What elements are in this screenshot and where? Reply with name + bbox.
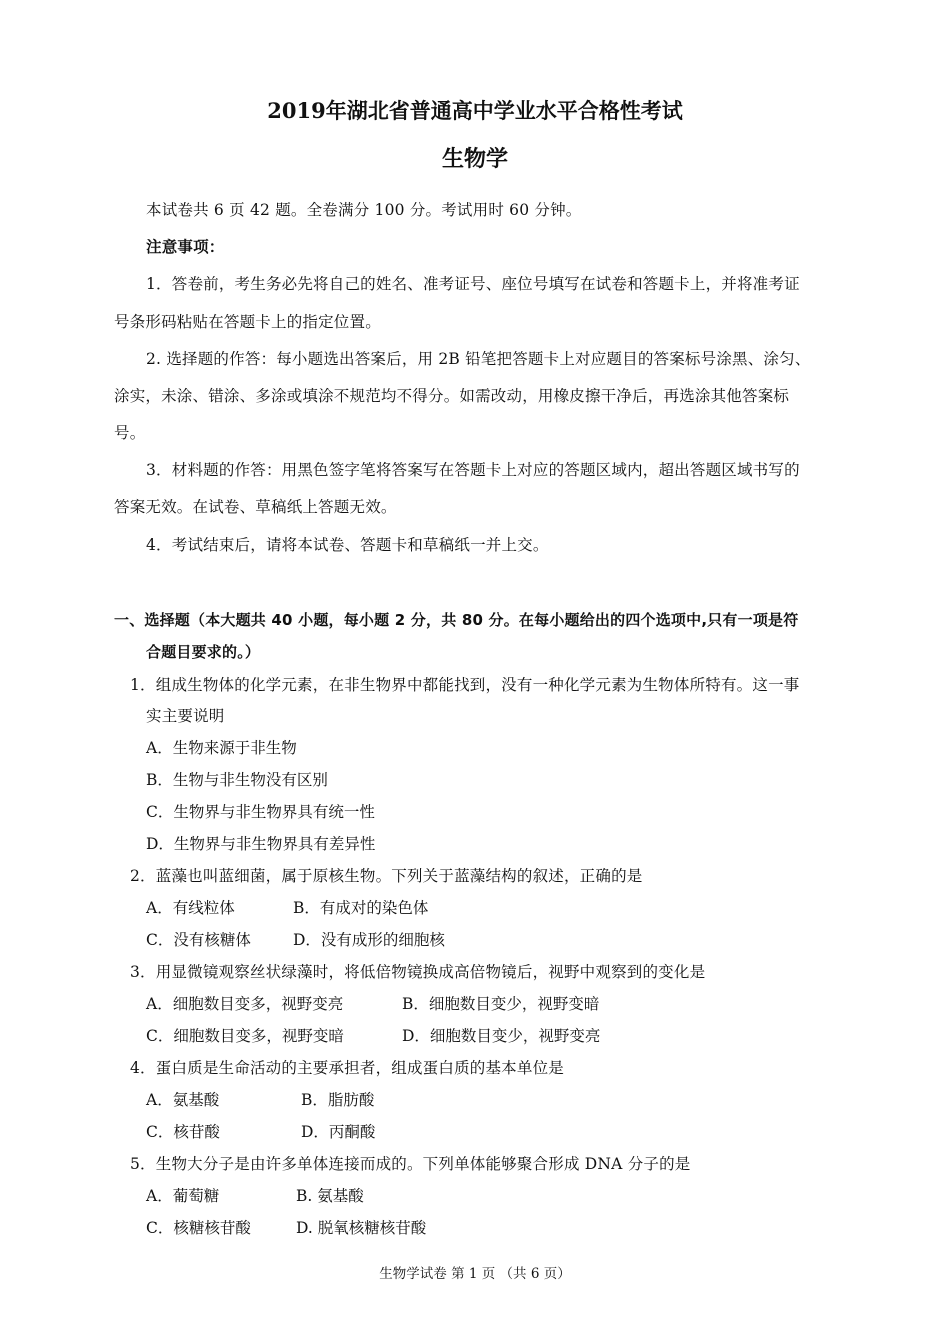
q5-option-c: C．核糖核苷酸 (146, 1219, 251, 1237)
q5-option-b: B. 氨基酸 (296, 1187, 364, 1205)
q5-option-d: D. 脱氧核糖核苷酸 (296, 1219, 427, 1237)
notice-item-3: 3．材料题的作答：用黑色签字笔将答案写在答题卡上对应的答题区域内，超出答题区域书写的 (146, 461, 800, 479)
section-heading-cont: 合题目要求的。） (146, 643, 261, 661)
q4-option-b: B．脂肪酸 (301, 1091, 375, 1109)
q1-option-b: B．生物与非生物没有区别 (146, 771, 328, 789)
q3-option-b: B．细胞数目变少，视野变暗 (402, 995, 600, 1013)
notice-item-1: 1．答卷前，考生务必先将自己的姓名、准考证号、座位号填写在试卷和答题卡上，并将准考证 (146, 275, 800, 293)
notice-item-1-cont: 号条形码粘贴在答题卡上的指定位置。 (114, 313, 381, 331)
q5-option-a: A．葡萄糖 (146, 1187, 220, 1205)
q2-option-d: D．没有成形的细胞核 (293, 931, 445, 949)
q4-option-a: A．氨基酸 (146, 1091, 220, 1109)
subject-title: 生物学 (441, 147, 508, 172)
q3-option-c: C．细胞数目变多，视野变暗 (146, 1027, 344, 1045)
q2-option-a: A．有线粒体 (146, 899, 235, 917)
q3-option-d: D．细胞数目变少，视野变亮 (402, 1027, 601, 1045)
q4-option-d: D．丙酮酸 (301, 1123, 376, 1141)
q3-option-a: A．细胞数目变多，视野变亮 (146, 995, 344, 1013)
q1-option-c: C．生物界与非生物界具有统一性 (146, 803, 375, 821)
notice-item-2: 2. 选择题的作答：每小题选出答案后，用 2B 铅笔把答题卡上对应题目的答案标号涂黑、涂匀、 (146, 350, 811, 368)
notice-item-2-cont: 涂实，未涂、错涂、多涂或填涂不规范均不得分。如需改动，用橡皮擦干净后，再选涂其他答案标 (114, 387, 790, 405)
q1-option-a: A．生物来源于非生物 (146, 739, 297, 757)
q1-option-d: D．生物界与非生物界具有差异性 (146, 835, 376, 853)
page-footer: 生物学试卷 第 1 页 （共 6 页） (379, 1266, 571, 1282)
notice-item-3-cont: 答案无效。在试卷、草稿纸上答题无效。 (114, 498, 397, 516)
question-1-cont: 实主要说明 (146, 707, 225, 725)
q2-option-b: B．有成对的染色体 (293, 899, 429, 917)
exam-intro: 本试卷共 6 页 42 题。全卷满分 100 分。考试用时 60 分钟。 (146, 201, 582, 219)
question-2: 2．蓝藻也叫蓝细菌，属于原核生物。下列关于蓝藻结构的叙述，正确的是 (130, 867, 643, 885)
question-1: 1．组成生物体的化学元素，在非生物界中都能找到，没有一种化学元素为生物体所特有。这一事 (130, 676, 800, 694)
section-heading: 一、选择题（本大题共 40 小题，每小题 2 分，共 80 分。在每小题给出的四个选项中,只有一项是符 (114, 611, 799, 629)
notice-item-4: 4．考试结束后，请将本试卷、答题卡和草稿纸一并上交。 (146, 536, 549, 554)
question-4: 4．蛋白质是生命活动的主要承担者，组成蛋白质的基本单位是 (130, 1059, 564, 1077)
q4-option-c: C．核苷酸 (146, 1123, 220, 1141)
question-3: 3．用显微镜观察丝状绿藻时，将低倍物镜换成高倍物镜后，视野中观察到的变化是 (130, 963, 706, 981)
notice-item-2-cont2: 号。 (114, 424, 146, 442)
exam-title: 2019年湖北省普通高中学业水平合格性考试 (267, 98, 683, 123)
notice-heading: 注意事项： (146, 238, 225, 256)
question-5: 5．生物大分子是由许多单体连接而成的。下列单体能够聚合形成 DNA 分子的是 (130, 1155, 691, 1173)
q2-option-c: C．没有核糖体 (146, 931, 251, 949)
